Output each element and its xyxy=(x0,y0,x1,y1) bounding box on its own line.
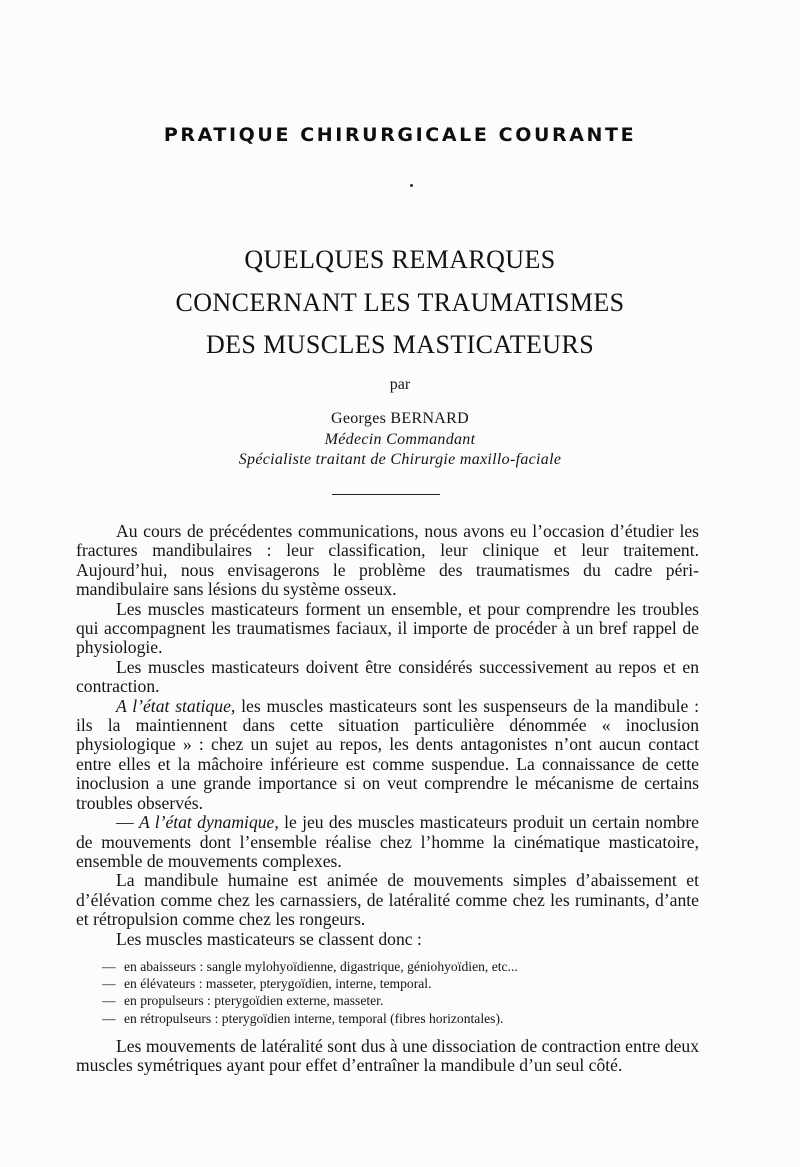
list-item: — en élévateurs : masseter, pterygoïdien, interne, temporal. xyxy=(102,976,432,992)
paragraph-repos: Les muscles masticateurs doivent être considérés successivement au repos et en contraction. xyxy=(76,656,699,697)
author-role-2: Spécialiste traitant de Chirurgie maxillo-faciale xyxy=(238,451,562,468)
author-role-1: Médecin Commandant xyxy=(324,431,476,448)
dynamique-dash: — xyxy=(116,812,139,833)
list-item: — en propulseurs : pterygoïdien externe, masseter. xyxy=(102,993,384,1009)
dynamique-lead: A l’état dynamique, xyxy=(138,812,279,833)
author-name: Georges BERNARD xyxy=(331,410,469,427)
paragraph-dynamique xyxy=(76,813,699,871)
ornament-dot xyxy=(410,184,413,187)
paragraph-mouvements: La mandibule humaine est animée de mouvements simples d’abaissement et d’élévation comme chez les carnassiers, de latéralité comme chez les ruminants, d’ante et rétropulsion comme chez les rongeurs. xyxy=(76,870,699,930)
byline-par: par xyxy=(389,376,411,393)
list-dash: — xyxy=(102,1010,116,1026)
muscle-classification-list xyxy=(102,958,699,1027)
paragraph-ensemble: Les muscles masticateurs forment un ensemble, et pour comprendre les troubles qui accompagnent les traumatismes faciaux, il importe de procéder à un bref rappel de physiologie. xyxy=(76,598,699,658)
article-title-line-2: CONCERNANT LES TRAUMATISMES xyxy=(175,288,625,317)
paragraph-classement: Les muscles masticateurs se classent donc : xyxy=(116,928,422,949)
statique-text: les muscles masticateurs sont les suspenseurs de la mandibule : ils la maintiennent dans cette situation particulière dénommée « inoclusion physiologique » : chez un sujet au repos, les dents antagonistes n’ont aucun contact entre elles et la mâchoire inférieure est comme suspendue. La connaissance de cette inoclusion a une grande importance si on veut comprendre le mécanisme de certains troubles observés. xyxy=(76,695,700,813)
section-heading: PRATIQUE CHIRURGICALE COURANTE xyxy=(163,124,637,146)
paragraph-intro: Au cours de précédentes communications, nous avons eu l’occasion d’étudier les fractures mandibulaires : leur classification, leur clinique et leur traitement. Aujourd’hui, nous envisagerons le problème des traumatismes du cadre péri-mandibulaire sans lésions du système osseux. xyxy=(76,521,699,600)
list-item: — en abaisseurs : sangle mylohyoïdienne, digastrique, géniohyoïdien, etc... xyxy=(102,958,518,974)
list-dash: — xyxy=(102,976,116,992)
paragraph-lateralite: Les mouvements de latéralité sont dus à une dissociation de contraction entre deux muscles symétriques ayant pour effet d’entraîner la mandibule d’un seul côté. xyxy=(76,1035,699,1076)
list-item: — en rétropulseurs : pterygoïdien interne, temporal (fibres horizontales). xyxy=(102,1010,504,1026)
list-dash: — xyxy=(102,993,116,1009)
article-title-line-3: DES MUSCLES MASTICATEURS xyxy=(205,330,595,359)
title-divider xyxy=(332,494,440,495)
paragraph-statique xyxy=(76,697,699,813)
list-dash: — xyxy=(102,958,116,974)
article-body xyxy=(76,522,699,1076)
dynamique-text: le jeu des muscles masticateurs produit un certain nombre de mouvements dont l’ensemble réalise chez l’homme la cinématique masticatoire, ensemble de mouvements complexes. xyxy=(76,812,699,871)
article-title-line-1: QUELQUES REMARQUES xyxy=(244,245,556,274)
statique-lead: A l’état statique, xyxy=(116,695,236,716)
